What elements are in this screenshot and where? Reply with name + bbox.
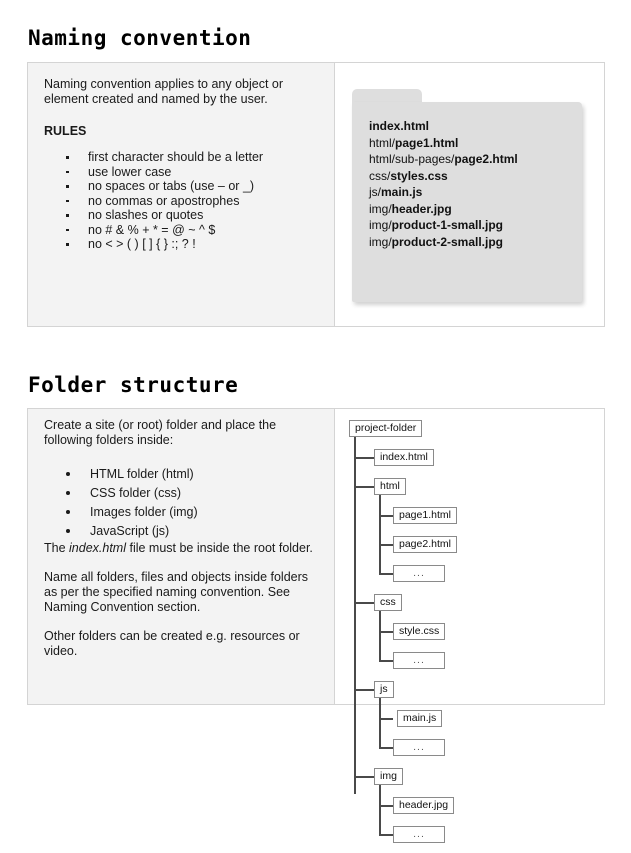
paragraph-text-tail: file must be inside the root folder. — [126, 541, 313, 555]
naming-reference-paragraph: Name all folders, files and objects inside folders as per the specified naming convention. See Naming Convention section. — [44, 570, 309, 614]
tree-node-ellipsis[interactable]: ... — [393, 739, 445, 756]
folder-structure-intro: Create a site (or root) folder and place the following folders inside: — [44, 418, 277, 447]
paragraph-text-lead: The — [44, 541, 70, 555]
file-path-filename: product-1-small.jpg — [391, 218, 504, 232]
list-item — [369, 234, 569, 251]
list-item — [369, 135, 569, 152]
tree-row — [349, 621, 589, 650]
folder-structure-panel — [27, 408, 605, 840]
index-location-paragraph — [44, 541, 318, 556]
list-item: no slashes or quotes — [62, 208, 318, 223]
list-item — [369, 151, 569, 168]
folder-structure-graphic-panel — [335, 409, 604, 840]
list-item: use lower case — [62, 165, 318, 180]
tree-row — [349, 824, 589, 853]
other-folders-paragraph: Other folders can be created e.g. resources or video. — [44, 629, 300, 658]
tree-connector — [379, 805, 393, 807]
tree-connector — [354, 689, 374, 691]
tree-row — [349, 476, 589, 505]
tree-connector — [379, 573, 393, 575]
tree-node-page1-html[interactable]: page1.html — [393, 507, 457, 524]
tree-connector — [354, 457, 374, 459]
tree-node-ellipsis[interactable]: ... — [393, 652, 445, 669]
naming-convention-text-panel — [28, 63, 335, 326]
list-item: HTML folder (html) — [64, 465, 318, 484]
folder-structure-text-panel — [28, 409, 335, 704]
file-path-directory: img/ — [369, 218, 392, 232]
folder-structure-heading: Folder structure — [28, 373, 239, 397]
tree-row — [349, 795, 589, 824]
naming-convention-graphic-panel — [335, 63, 604, 326]
tree-node-css[interactable]: css — [374, 594, 402, 611]
tree-connector — [379, 631, 393, 633]
list-item: no spaces or tabs (use – or _) — [62, 179, 318, 194]
tree-row — [349, 650, 589, 679]
tree-row — [349, 737, 589, 766]
file-path-directory: js/ — [369, 185, 381, 199]
tree-node-html[interactable]: html — [374, 478, 406, 495]
naming-convention-intro: Naming convention applies to any object or element created and named by the user. — [44, 77, 284, 106]
tree-node-project-folder[interactable]: project-folder — [349, 420, 422, 437]
file-path-directory: img/ — [369, 234, 392, 249]
file-path-directory: html/sub-pages/ — [369, 152, 455, 166]
tree-node-style-css[interactable]: style.css — [393, 623, 445, 640]
tree-connector — [379, 515, 393, 517]
file-path-filename: styles.css — [390, 168, 448, 183]
file-path-filename: header.jpg — [391, 201, 452, 216]
tree-node-img[interactable]: img — [374, 768, 403, 785]
naming-convention-panel — [27, 62, 605, 327]
tree-row — [349, 592, 589, 621]
tree-connector — [379, 834, 393, 836]
tree-row — [349, 505, 589, 534]
list-item: no < > ( ) [ ] { } :; ? ! — [62, 237, 318, 252]
tree-connector — [354, 602, 374, 604]
tree-node-page2-html[interactable]: page2.html — [393, 536, 457, 553]
file-path-filename: product-2-small.jpg — [391, 234, 504, 249]
file-path-filename: page2.html — [454, 152, 518, 166]
list-item — [369, 118, 569, 135]
tree-node-ellipsis[interactable]: ... — [393, 565, 445, 582]
example-file-path-list — [369, 118, 569, 250]
file-path-filename: index.html — [369, 119, 430, 133]
tree-connector — [379, 747, 393, 749]
folder-tree-diagram — [349, 418, 589, 853]
naming-rules-list — [44, 150, 318, 252]
tree-node-js[interactable]: js — [374, 681, 394, 698]
tree-row — [349, 534, 589, 563]
file-path-directory: img/ — [369, 201, 392, 216]
naming-convention-heading: Naming convention — [28, 26, 252, 50]
tree-row — [349, 447, 589, 476]
tree-connector — [379, 544, 393, 546]
tree-connector — [354, 486, 374, 488]
tree-node-header-jpg[interactable]: header.jpg — [393, 797, 454, 814]
list-item — [369, 201, 569, 218]
list-item: CSS folder (css) — [64, 484, 318, 503]
file-path-directory: html/ — [369, 135, 396, 150]
tree-node-main-js[interactable]: main.js — [397, 710, 442, 727]
list-item: no # & % + * = @ ~ ^ $ — [62, 223, 318, 238]
list-item: no commas or apostrophes — [62, 194, 318, 209]
list-item — [369, 217, 569, 234]
folder-icon — [352, 89, 582, 302]
tree-node-ellipsis[interactable]: ... — [393, 826, 445, 843]
folder-types-list — [44, 465, 318, 541]
file-path-filename: main.js — [381, 185, 423, 199]
list-item — [369, 168, 569, 185]
rules-label: RULES — [44, 124, 87, 138]
tree-row — [349, 766, 589, 795]
list-item: Images folder (img) — [64, 503, 318, 522]
tree-connector — [354, 776, 374, 778]
file-path-directory: css/ — [369, 168, 391, 183]
file-path-filename: page1.html — [395, 135, 459, 150]
tree-node-index-html[interactable]: index.html — [374, 449, 434, 466]
index-html-emphasis: index.html — [69, 541, 126, 555]
tree-connector — [379, 660, 393, 662]
list-item: JavaScript (js) — [64, 522, 318, 541]
list-item: first character should be a letter — [62, 150, 318, 165]
tree-row — [349, 679, 589, 708]
list-item — [369, 184, 569, 201]
tree-connector — [379, 718, 393, 720]
tree-row — [349, 418, 589, 447]
tree-row — [349, 708, 589, 737]
tree-row — [349, 563, 589, 592]
